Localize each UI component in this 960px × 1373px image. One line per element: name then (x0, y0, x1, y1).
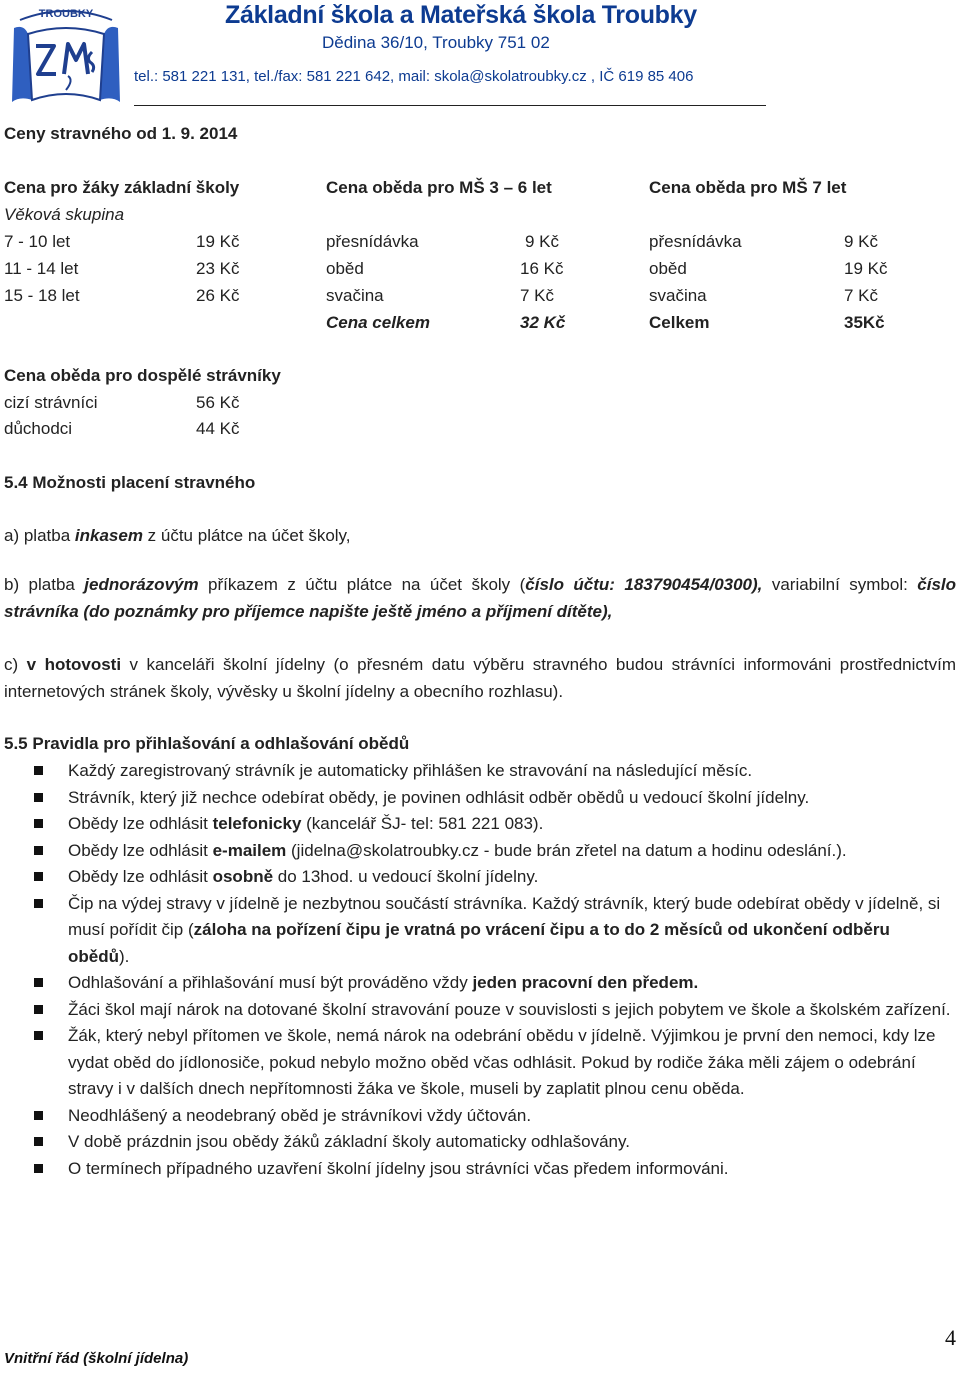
ms3-6-price-heading: Cena oběda pro MŠ 3 – 6 let (326, 178, 552, 197)
rule-item: Neodhlášený a neodebraný oběd je strávníkovi vždy účtován. (30, 1103, 952, 1130)
ms3-6-row-label: oběd (326, 259, 364, 278)
ms3-6-row-label: přesnídávka (326, 232, 419, 251)
rule-item: Žáci škol mají nárok na dotované školní stravování pouze v souvislosti s jejich pobytem ve škole a školském zařízení. (30, 997, 952, 1024)
school-address: Dědina 36/10, Troubky 751 02 (322, 33, 550, 52)
school-name: Základní škola a Mateřská škola Troubky (225, 1, 697, 29)
school-contact: tel.: 581 221 131, tel./fax: 581 221 642, mail: skola@skolatroubky.cz , IČ 619 85 406 (134, 68, 694, 85)
zs-row-price: 26 Kč (196, 286, 240, 305)
rule-item: Každý zaregistrovaný strávník je automaticky přihlášen ke stravování na následující měsíc. (30, 758, 952, 785)
payment-option-b: b) platba jednorázovým příkazem z účtu plátce na účet školy (číslo účtu: 183790454/0300), variabilní symbol: číslo strávníka (do poznámky pro příjemce napište ještě jméno a příjmení dítěte), (4, 575, 957, 621)
adults-row-label: cizí strávníci (4, 393, 98, 412)
zs-row-label: 15 - 18 let (4, 286, 80, 305)
ms3-6-row-price: 9 Kč (525, 232, 560, 251)
zs-row-label: 11 - 14 let (4, 259, 79, 278)
rules-heading: 5.5 Pravidla pro přihlašování a odhlašování obědů (4, 734, 410, 753)
school-logo (6, 0, 126, 108)
rule-item: V době prázdnin jsou obědy žáků základní školy automaticky odhlašovány. (30, 1129, 952, 1156)
ms3-6-total-label: Cena celkem (326, 313, 430, 332)
ms7-row-label: přesnídávka (649, 232, 742, 251)
ms7-row-price: 9 Kč (844, 232, 879, 251)
ms7-total-label: Celkem (649, 313, 710, 332)
zs-price-heading: Cena pro žáky základní školy (4, 178, 240, 197)
ms7-price-heading: Cena oběda pro MŠ 7 let (649, 178, 847, 197)
ms7-row-price: 19 Kč (844, 259, 888, 278)
payment-heading: 5.4 Možnosti placení stravného (4, 473, 256, 492)
rules-list (30, 758, 952, 1182)
zs-row-price: 19 Kč (196, 232, 240, 251)
rule-item: Odhlašování a přihlašování musí být prováděno vždy jeden pracovní den předem. (30, 970, 952, 997)
zs-row-price: 23 Kč (196, 259, 240, 278)
rule-item: Obědy lze odhlásit e-mailem (jidelna@skolatroubky.cz - bude brán zřetel na datum a hodinu odeslání.). (30, 838, 952, 865)
ms3-6-row-price: 7 Kč (520, 286, 555, 305)
rule-item: Čip na výdej stravy v jídelně je nezbytnou součástí strávníka. Každý strávník, který bude odebírat obědy v jídelně, si musí pořídit čip (záloha na pořízení čipu je vratná po vrácení čipu a to do 2 měsíců od ukončení odběru obědů). (30, 891, 952, 971)
ms3-6-row-price: 16 Kč (520, 259, 564, 278)
payment-option-c: c) v hotovosti v kanceláři školní jídelny (o přesném datu výběru stravného budou strávníci informováni prostřednictvím internetových stránek školy, vývěsky u školní jídelny a obecního rozhlasu). (4, 655, 956, 701)
ms3-6-total-price: 32 Kč (520, 313, 566, 332)
age-group-label: Věková skupina (4, 205, 125, 224)
ms7-total-price: 35Kč (844, 313, 885, 332)
rule-item: Strávník, který již nechce odebírat obědy, je povinen odhlásit odběr obědů u vedoucí školní jídelny. (30, 785, 952, 812)
ms3-6-row-label: svačina (326, 286, 384, 305)
rule-item: Obědy lze odhlásit osobně do 13hod. u vedoucí školní jídelny. (30, 864, 952, 891)
adults-row-price: 44 Kč (196, 419, 240, 438)
header-divider (134, 105, 766, 106)
payment-option-a: a) platba inkasem z účtu plátce na účet školy, (4, 526, 351, 545)
logo-caption: TROUBKY (38, 8, 94, 20)
footer-document-name: Vnitřní řád (školní jídelna) (4, 1350, 189, 1367)
rule-item: Žák, který nebyl přítomen ve škole, nemá nárok na odebrání obědu v jídelně. Výjimkou je první den nemoci, kdy lze vydat oběd do jídlonosiče, pokud nebylo možno oběd včas odhlásit. Pokud by rodiče žáka měli zájem o odebrání stravy i v dalších dnech nepřítomnosti žáka ve škole, museli by zaplatit plnou cenu oběda. (30, 1023, 952, 1103)
adults-row-label: důchodci (4, 419, 73, 438)
prices-heading: Ceny stravného od 1. 9. 2014 (4, 124, 238, 143)
adults-price-heading: Cena oběda pro dospělé strávníky (4, 366, 281, 385)
rule-item: Obědy lze odhlásit telefonicky (kancelář ŠJ- tel: 581 221 083). (30, 811, 952, 838)
page-number: 4 (945, 1325, 956, 1350)
zs-row-label: 7 - 10 let (4, 232, 71, 251)
ms7-row-label: oběd (649, 259, 687, 278)
ms7-row-label: svačina (649, 286, 707, 305)
adults-row-price: 56 Kč (196, 393, 240, 412)
rule-item: O termínech případného uzavření školní jídelny jsou strávníci včas předem informováni. (30, 1156, 952, 1183)
ms7-row-price: 7 Kč (844, 286, 879, 305)
